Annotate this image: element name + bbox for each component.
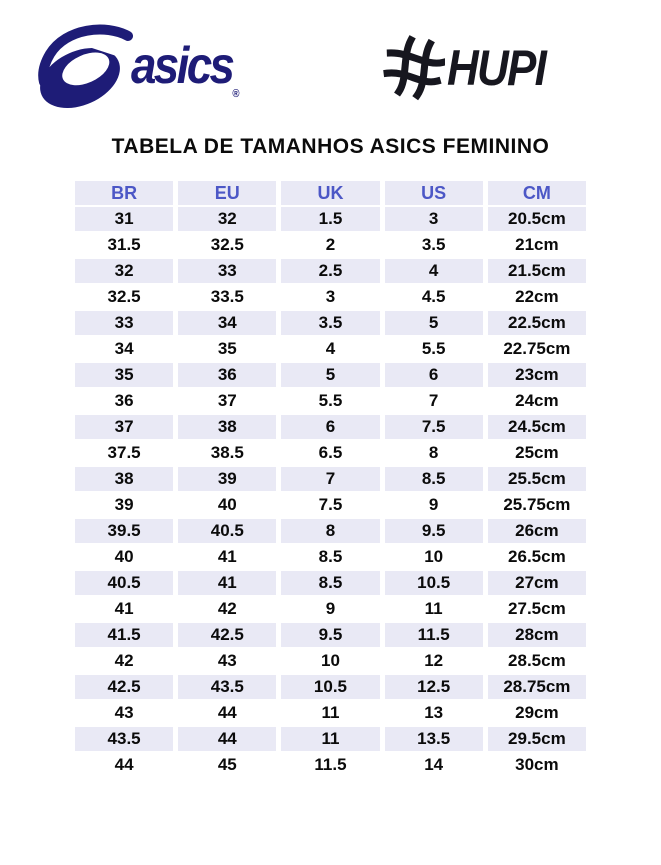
table-cell: 2 xyxy=(281,233,379,257)
table-cell: 9.5 xyxy=(281,623,379,647)
table-cell: 7.5 xyxy=(281,493,379,517)
table-row xyxy=(75,493,586,517)
table-cell: 40 xyxy=(75,545,173,569)
column-header: US xyxy=(385,181,483,205)
table-cell: 44 xyxy=(178,727,276,751)
table-row xyxy=(75,753,586,777)
table-cell: 8 xyxy=(385,441,483,465)
table-cell: 40.5 xyxy=(75,571,173,595)
table-cell: 25.75cm xyxy=(488,493,586,517)
table-cell: 25cm xyxy=(488,441,586,465)
table-cell: 5 xyxy=(385,311,483,335)
table-cell: 43 xyxy=(178,649,276,673)
hupi-logo xyxy=(383,33,563,103)
size-table-wrapper xyxy=(70,179,591,779)
hupi-wordmark: HUPI xyxy=(447,40,546,96)
table-cell: 11.5 xyxy=(385,623,483,647)
table-cell: 3 xyxy=(281,285,379,309)
table-cell: 29cm xyxy=(488,701,586,725)
table-cell: 11 xyxy=(385,597,483,621)
table-row xyxy=(75,597,586,621)
table-cell: 5.5 xyxy=(385,337,483,361)
table-cell: 4 xyxy=(385,259,483,283)
column-header: EU xyxy=(178,181,276,205)
column-header: UK xyxy=(281,181,379,205)
page-title: TABELA DE TAMANHOS ASICS FEMININO xyxy=(111,135,550,158)
asics-wordmark: asics$_®$ xyxy=(131,36,240,100)
table-cell: 29.5cm xyxy=(488,727,586,751)
table-cell: 6.5 xyxy=(281,441,379,465)
size-table-body xyxy=(75,207,586,777)
table-cell: 39.5 xyxy=(75,519,173,543)
table-cell: 7 xyxy=(385,389,483,413)
table-cell: 24cm xyxy=(488,389,586,413)
table-cell: 38 xyxy=(75,467,173,491)
table-cell: 43.5 xyxy=(178,675,276,699)
table-cell: 11 xyxy=(281,727,379,751)
table-cell: 34 xyxy=(178,311,276,335)
table-cell: 10.5 xyxy=(281,675,379,699)
table-cell: 28.5cm xyxy=(488,649,586,673)
table-cell: 4.5 xyxy=(385,285,483,309)
table-cell: 22cm xyxy=(488,285,586,309)
table-row xyxy=(75,701,586,725)
table-row xyxy=(75,467,586,491)
table-cell: 10 xyxy=(385,545,483,569)
column-header: CM xyxy=(488,181,586,205)
size-table xyxy=(70,179,591,779)
table-cell: 37 xyxy=(75,415,173,439)
table-cell: 5.5 xyxy=(281,389,379,413)
table-cell: 31 xyxy=(75,207,173,231)
table-cell: 34 xyxy=(75,337,173,361)
table-cell: 38 xyxy=(178,415,276,439)
table-cell: 24.5cm xyxy=(488,415,586,439)
table-cell: 43.5 xyxy=(75,727,173,751)
table-cell: 3 xyxy=(385,207,483,231)
table-cell: 23cm xyxy=(488,363,586,387)
table-cell: 13.5 xyxy=(385,727,483,751)
table-cell: 22.75cm xyxy=(488,337,586,361)
table-cell: 41 xyxy=(178,545,276,569)
table-cell: 44 xyxy=(178,701,276,725)
table-cell: 41 xyxy=(178,571,276,595)
table-cell: 6 xyxy=(385,363,483,387)
table-row xyxy=(75,675,586,699)
table-row xyxy=(75,441,586,465)
table-cell: 37.5 xyxy=(75,441,173,465)
table-cell: 37 xyxy=(178,389,276,413)
table-cell: 36 xyxy=(178,363,276,387)
table-cell: 13 xyxy=(385,701,483,725)
table-cell: 42.5 xyxy=(75,675,173,699)
table-cell: 45 xyxy=(178,753,276,777)
table-cell: 8 xyxy=(281,519,379,543)
table-row xyxy=(75,623,586,647)
table-cell: 32 xyxy=(75,259,173,283)
table-cell: 43 xyxy=(75,701,173,725)
table-cell: 2.5 xyxy=(281,259,379,283)
table-cell: 25.5cm xyxy=(488,467,586,491)
table-cell: 5 xyxy=(281,363,379,387)
table-cell: 30cm xyxy=(488,753,586,777)
column-header: BR xyxy=(75,181,173,205)
table-cell: 38.5 xyxy=(178,441,276,465)
registered-trademark: ® xyxy=(232,87,240,100)
table-cell: 6 xyxy=(281,415,379,439)
table-cell: 26cm xyxy=(488,519,586,543)
table-row xyxy=(75,415,586,439)
table-row xyxy=(75,337,586,361)
table-cell: 27cm xyxy=(488,571,586,595)
table-cell: 21cm xyxy=(488,233,586,257)
table-row xyxy=(75,259,586,283)
table-cell: 44 xyxy=(75,753,173,777)
table-cell: 28.75cm xyxy=(488,675,586,699)
table-row xyxy=(75,363,586,387)
table-cell: 35 xyxy=(75,363,173,387)
table-row xyxy=(75,233,586,257)
size-table-header-row xyxy=(75,181,586,205)
table-cell: 32 xyxy=(178,207,276,231)
table-cell: 12.5 xyxy=(385,675,483,699)
table-cell: 42 xyxy=(178,597,276,621)
table-cell: 42.5 xyxy=(178,623,276,647)
table-cell: 11.5 xyxy=(281,753,379,777)
table-cell: 42 xyxy=(75,649,173,673)
table-cell: 9 xyxy=(281,597,379,621)
table-cell: 20.5cm xyxy=(488,207,586,231)
table-cell: 41 xyxy=(75,597,173,621)
table-row xyxy=(75,649,586,673)
table-cell: 33 xyxy=(178,259,276,283)
table-row xyxy=(75,311,586,335)
table-cell: 32.5 xyxy=(178,233,276,257)
table-row xyxy=(75,545,586,569)
table-row xyxy=(75,389,586,413)
table-cell: 3.5 xyxy=(385,233,483,257)
table-cell: 11 xyxy=(281,701,379,725)
table-cell: 27.5cm xyxy=(488,597,586,621)
table-cell: 7 xyxy=(281,467,379,491)
table-cell: 10.5 xyxy=(385,571,483,595)
table-cell: 40.5 xyxy=(178,519,276,543)
table-cell: 9.5 xyxy=(385,519,483,543)
table-cell: 4 xyxy=(281,337,379,361)
table-cell: 8.5 xyxy=(385,467,483,491)
table-row xyxy=(75,285,586,309)
table-cell: 28cm xyxy=(488,623,586,647)
table-row xyxy=(75,519,586,543)
table-cell: 39 xyxy=(178,467,276,491)
table-row xyxy=(75,207,586,231)
table-row xyxy=(75,571,586,595)
table-cell: 8.5 xyxy=(281,545,379,569)
table-cell: 12 xyxy=(385,649,483,673)
table-cell: 21.5cm xyxy=(488,259,586,283)
table-row xyxy=(75,727,586,751)
table-cell: 14 xyxy=(385,753,483,777)
table-cell: 31.5 xyxy=(75,233,173,257)
table-cell: 1.5 xyxy=(281,207,379,231)
table-cell: 39 xyxy=(75,493,173,517)
asics-spiral-icon xyxy=(28,22,133,117)
table-cell: 40 xyxy=(178,493,276,517)
table-cell: 9 xyxy=(385,493,483,517)
table-cell: 26.5cm xyxy=(488,545,586,569)
table-cell: 41.5 xyxy=(75,623,173,647)
table-cell: 22.5cm xyxy=(488,311,586,335)
table-cell: 33 xyxy=(75,311,173,335)
table-cell: 10 xyxy=(281,649,379,673)
table-cell: 7.5 xyxy=(385,415,483,439)
table-cell: 33.5 xyxy=(178,285,276,309)
table-cell: 8.5 xyxy=(281,571,379,595)
hupi-knot-icon xyxy=(383,35,445,101)
table-cell: 3.5 xyxy=(281,311,379,335)
table-cell: 35 xyxy=(178,337,276,361)
table-cell: 36 xyxy=(75,389,173,413)
table-cell: 32.5 xyxy=(75,285,173,309)
asics-logo xyxy=(28,22,243,117)
